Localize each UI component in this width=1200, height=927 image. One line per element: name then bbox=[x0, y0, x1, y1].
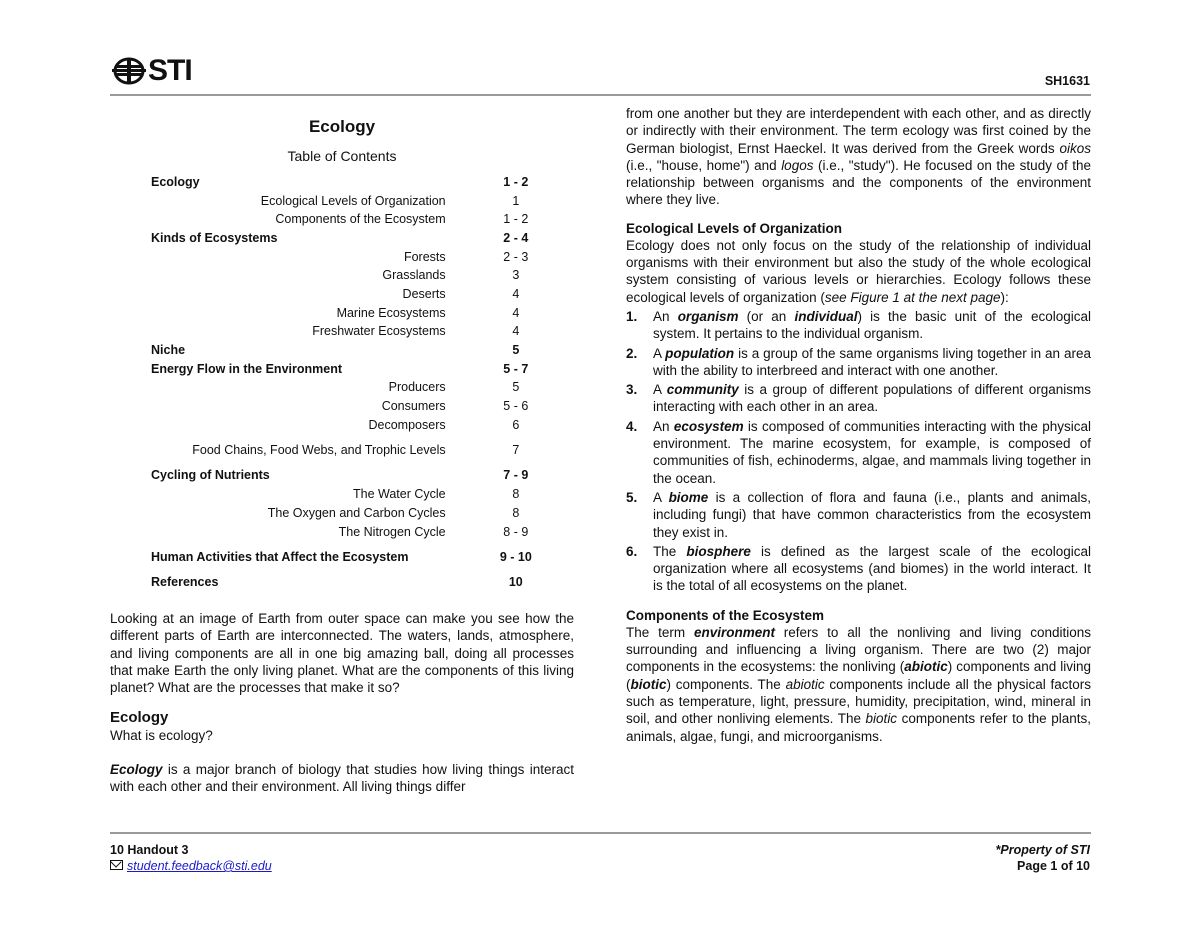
components-text-2: refers to all the nonliving and living conditions surrounding and influencing a living organism. There are two (2) major components in the ecosystems: the nonliving ( bbox=[626, 624, 1092, 675]
level-term: biosphere bbox=[686, 543, 751, 559]
term-environment: environment bbox=[693, 624, 775, 640]
toc-entry-pages: 10 bbox=[508, 575, 523, 590]
level-text-part: A bbox=[653, 489, 669, 505]
toc-entry-label: Ecological Levels of Organization bbox=[260, 193, 446, 208]
components-paragraph bbox=[626, 624, 1091, 745]
level-text bbox=[653, 381, 1091, 416]
level-number: 3. bbox=[626, 382, 638, 398]
footer-left bbox=[110, 842, 272, 874]
toc-row bbox=[110, 266, 574, 285]
left-column bbox=[110, 108, 574, 795]
intro-paragraph: Looking at an image of Earth from outer space can make you see how the different parts of Earth are interconnected. The waters, lands, atmosphere, and living components are all in one big amazing ball, doing all processes that make Earth the only living planet. What are the components of this living planet? What are the processes that make it so? bbox=[110, 611, 574, 696]
levels-intro bbox=[626, 237, 1091, 306]
level-text-part: is a group of the same organisms living together in an area with the ability to interbreed and interact with one another. bbox=[653, 345, 1091, 378]
toc-entry-pages: 6 bbox=[512, 417, 520, 432]
level-text-part: A bbox=[653, 382, 667, 398]
toc-entry-label: Energy Flow in the Environment bbox=[151, 361, 342, 376]
ecology-definition bbox=[110, 761, 574, 796]
components-heading: Components of the Ecosystem bbox=[626, 607, 825, 623]
property-label: *Property of STI bbox=[995, 843, 1090, 857]
level-text-part: is a group of different populations of different organisms interacting with each other in an area. bbox=[653, 382, 1091, 415]
toc-row bbox=[110, 485, 574, 504]
toc-entry-label: Consumers bbox=[381, 399, 446, 414]
toc-entry-label: The Oxygen and Carbon Cycles bbox=[267, 505, 446, 520]
level-number: 6. bbox=[626, 543, 638, 559]
header-divider bbox=[110, 94, 1091, 96]
toc-row bbox=[110, 323, 574, 342]
toc-entry-pages: 9 - 10 bbox=[499, 549, 532, 564]
toc-entry-pages: 1 - 2 bbox=[503, 174, 529, 189]
level-number: 2. bbox=[626, 345, 638, 361]
toc-row bbox=[110, 397, 574, 416]
toc-entry-label: Marine Ecosystems bbox=[336, 305, 446, 320]
toc-entry-pages: 1 - 2 bbox=[503, 212, 529, 227]
level-text-part: The bbox=[653, 543, 687, 559]
toc-entry-label: Freshwater Ecosystems bbox=[312, 324, 446, 339]
toc-row bbox=[110, 541, 574, 573]
document-title: Ecology bbox=[308, 117, 376, 136]
toc-entry-pages: 7 bbox=[512, 443, 520, 458]
toc-row bbox=[110, 504, 574, 523]
level-text-part: is defined as the largest scale of the ecological organization where all ecosystems (and biomes) in the world interact. It is the total of all ecosystems on the planet. bbox=[653, 543, 1092, 594]
levels-heading: Ecological Levels of Organization bbox=[626, 220, 843, 236]
handout-label: 10 Handout 3 bbox=[110, 843, 189, 857]
level-text-part: ) is the basic unit of the ecological system. It pertains to the individual organism. bbox=[653, 308, 1091, 342]
level-item bbox=[626, 543, 1091, 595]
level-term: population bbox=[665, 345, 735, 361]
components-text-3: ) components and living ( bbox=[626, 659, 1091, 692]
toc-entry-pages: 8 - 9 bbox=[503, 524, 529, 539]
footer-right bbox=[996, 842, 1090, 874]
toc-entry-label: Cycling of Nutrients bbox=[151, 468, 270, 483]
toc-entry-pages: 5 - 6 bbox=[503, 399, 529, 414]
toc-row bbox=[110, 379, 574, 398]
toc-entry-pages: 8 bbox=[512, 487, 520, 502]
ecology-question: What is ecology? bbox=[110, 727, 213, 743]
level-text-part: (or an bbox=[738, 308, 795, 324]
word-logos: logos bbox=[781, 157, 814, 173]
toc-entry-pages: 1 bbox=[512, 193, 520, 208]
level-text bbox=[653, 345, 1091, 380]
level-number: 5. bbox=[626, 489, 638, 505]
toc-entry-label: Niche bbox=[151, 343, 186, 358]
document-code: SH1631 bbox=[1044, 74, 1090, 88]
level-term: organism bbox=[677, 308, 739, 324]
level-text bbox=[653, 418, 1091, 487]
toc-entry-pages: 2 - 4 bbox=[503, 230, 529, 245]
level-item bbox=[626, 345, 1091, 380]
ecology-continued-text-3: (i.e., "study"). He focused on the study of the relationship between organisms and the components of the environment where they live. bbox=[626, 157, 1091, 208]
components-text-6: components refer to the plants, animals, algae, fungi, and microorganisms. bbox=[626, 711, 1091, 744]
logo-text: STI bbox=[148, 54, 192, 87]
level-term: ecosystem bbox=[673, 418, 744, 434]
toc-entry-label: Forests bbox=[403, 249, 446, 264]
level-item bbox=[626, 381, 1091, 416]
level-item bbox=[626, 308, 1091, 343]
toc-entry-pages: 8 bbox=[512, 505, 520, 520]
toc-row bbox=[110, 192, 574, 211]
levels-intro-text-2: ): bbox=[1000, 289, 1009, 305]
level-term: individual bbox=[794, 308, 858, 324]
level-text-part: is composed of communities interacting with the physical environment. The marine ecosystem, for example, is composed of communities of fish, echinoderms, algae, and mammals living together in the ocean. bbox=[653, 418, 1092, 486]
level-item bbox=[626, 489, 1091, 541]
toc-row bbox=[110, 285, 574, 304]
term-abiotic: abiotic bbox=[904, 659, 948, 675]
level-number: 4. bbox=[626, 418, 638, 434]
figure-reference: see Figure 1 at the next page bbox=[824, 289, 1001, 305]
toc-entry-pages: 4 bbox=[512, 305, 520, 320]
toc-entry-label: The Water Cycle bbox=[353, 487, 446, 502]
term-biotic: biotic bbox=[630, 676, 667, 692]
level-text-part: An bbox=[653, 308, 678, 324]
toc-entry-pages: 5 bbox=[512, 380, 520, 395]
toc-entry-pages: 7 - 9 bbox=[503, 468, 529, 483]
table-of-contents bbox=[110, 173, 574, 592]
toc-row bbox=[110, 304, 574, 323]
feedback-email-link[interactable]: student.feedback@sti.edu bbox=[127, 859, 272, 873]
globe-icon bbox=[112, 56, 146, 86]
ecology-continued bbox=[626, 105, 1091, 209]
toc-entry-pages: 5 - 7 bbox=[503, 361, 529, 376]
toc-row bbox=[110, 467, 574, 486]
toc-entry-pages: 4 bbox=[512, 324, 520, 339]
toc-entry-label: References bbox=[151, 575, 219, 590]
toc-row bbox=[110, 360, 574, 379]
ecology-definition-text: is a major branch of biology that studies how living things interact with each other and their environment. All living things differ bbox=[110, 761, 574, 795]
components-text-4: ) components. The bbox=[666, 676, 786, 692]
level-text-part: is a collection of flora and fauna (i.e., plants and animals, including fungi) that have common characteristics from the ecosystem they exist in. bbox=[653, 489, 1091, 540]
toc-entry-pages: 2 - 3 bbox=[503, 249, 529, 264]
envelope-icon bbox=[110, 860, 123, 870]
level-text bbox=[653, 543, 1091, 595]
toc-entry-label: Food Chains, Food Webs, and Trophic Levels bbox=[192, 443, 446, 458]
level-text bbox=[653, 308, 1091, 343]
toc-entry-label: Deserts bbox=[402, 286, 446, 301]
toc-entry-label: Ecology bbox=[151, 174, 200, 189]
toc-row bbox=[110, 341, 574, 360]
toc-entry-pages: 5 bbox=[512, 343, 520, 358]
toc-entry-label: Components of the Ecosystem bbox=[275, 212, 446, 227]
toc-row bbox=[110, 523, 574, 542]
toc-entry-label: The Nitrogen Cycle bbox=[338, 524, 446, 539]
toc-row bbox=[110, 435, 574, 467]
toc-entry-label: Decomposers bbox=[368, 417, 446, 432]
ecology-term: Ecology bbox=[110, 761, 163, 777]
ecology-heading: Ecology bbox=[110, 708, 169, 726]
ecology-continued-text-1: from one another but they are interdependent with each other, and as directly or indirectly with their environment. The term ecology was first coined by the German biologist, Ernst Haeckel. It was derived from the Greek words bbox=[626, 106, 1091, 156]
levels-intro-text-1: Ecology does not only focus on the study of the relationship of individual organisms with their environment but also the study of the whole ecological system consisting of various levels or hierarchies. Ecology follows these ecological levels of organization ( bbox=[626, 237, 1091, 305]
level-text-part: A bbox=[653, 345, 666, 361]
right-column bbox=[626, 105, 1091, 745]
toc-title: Table of Contents bbox=[287, 148, 397, 164]
word-abiotic: abiotic bbox=[785, 676, 825, 692]
level-item bbox=[626, 418, 1091, 487]
footer-divider bbox=[110, 832, 1091, 834]
toc-row bbox=[110, 573, 574, 592]
level-text bbox=[653, 489, 1091, 541]
level-term: biome bbox=[668, 489, 709, 505]
toc-row bbox=[110, 229, 574, 248]
toc-entry-pages: 3 bbox=[512, 268, 520, 283]
word-biotic: biotic bbox=[865, 711, 898, 727]
toc-row bbox=[110, 248, 574, 267]
ecology-continued-text-2: (i.e., "house, home") and bbox=[626, 157, 782, 173]
toc-entry-label: Kinds of Ecosystems bbox=[151, 230, 278, 245]
levels-list bbox=[626, 308, 1091, 595]
toc-entry-label: Producers bbox=[388, 380, 446, 395]
level-number: 1. bbox=[626, 308, 638, 324]
toc-row bbox=[110, 416, 574, 435]
level-text-part: An bbox=[653, 418, 674, 434]
toc-entry-pages: 4 bbox=[512, 286, 520, 301]
toc-entry-label: Human Activities that Affect the Ecosystem bbox=[151, 549, 409, 564]
sti-logo bbox=[112, 54, 192, 88]
toc-row bbox=[110, 173, 574, 192]
components-text-5: components include all the physical factors such as temperature, light, pressure, humidity, precipitation, wind, mineral in soil, and other nonliving elements. The bbox=[626, 676, 1092, 727]
components-text-1: The term bbox=[626, 624, 694, 640]
word-oikos: oikos bbox=[1059, 140, 1091, 156]
page-number: Page 1 of 10 bbox=[1017, 859, 1090, 873]
level-term: community bbox=[666, 382, 739, 398]
toc-row bbox=[110, 210, 574, 229]
toc-entry-label: Grasslands bbox=[382, 268, 446, 283]
